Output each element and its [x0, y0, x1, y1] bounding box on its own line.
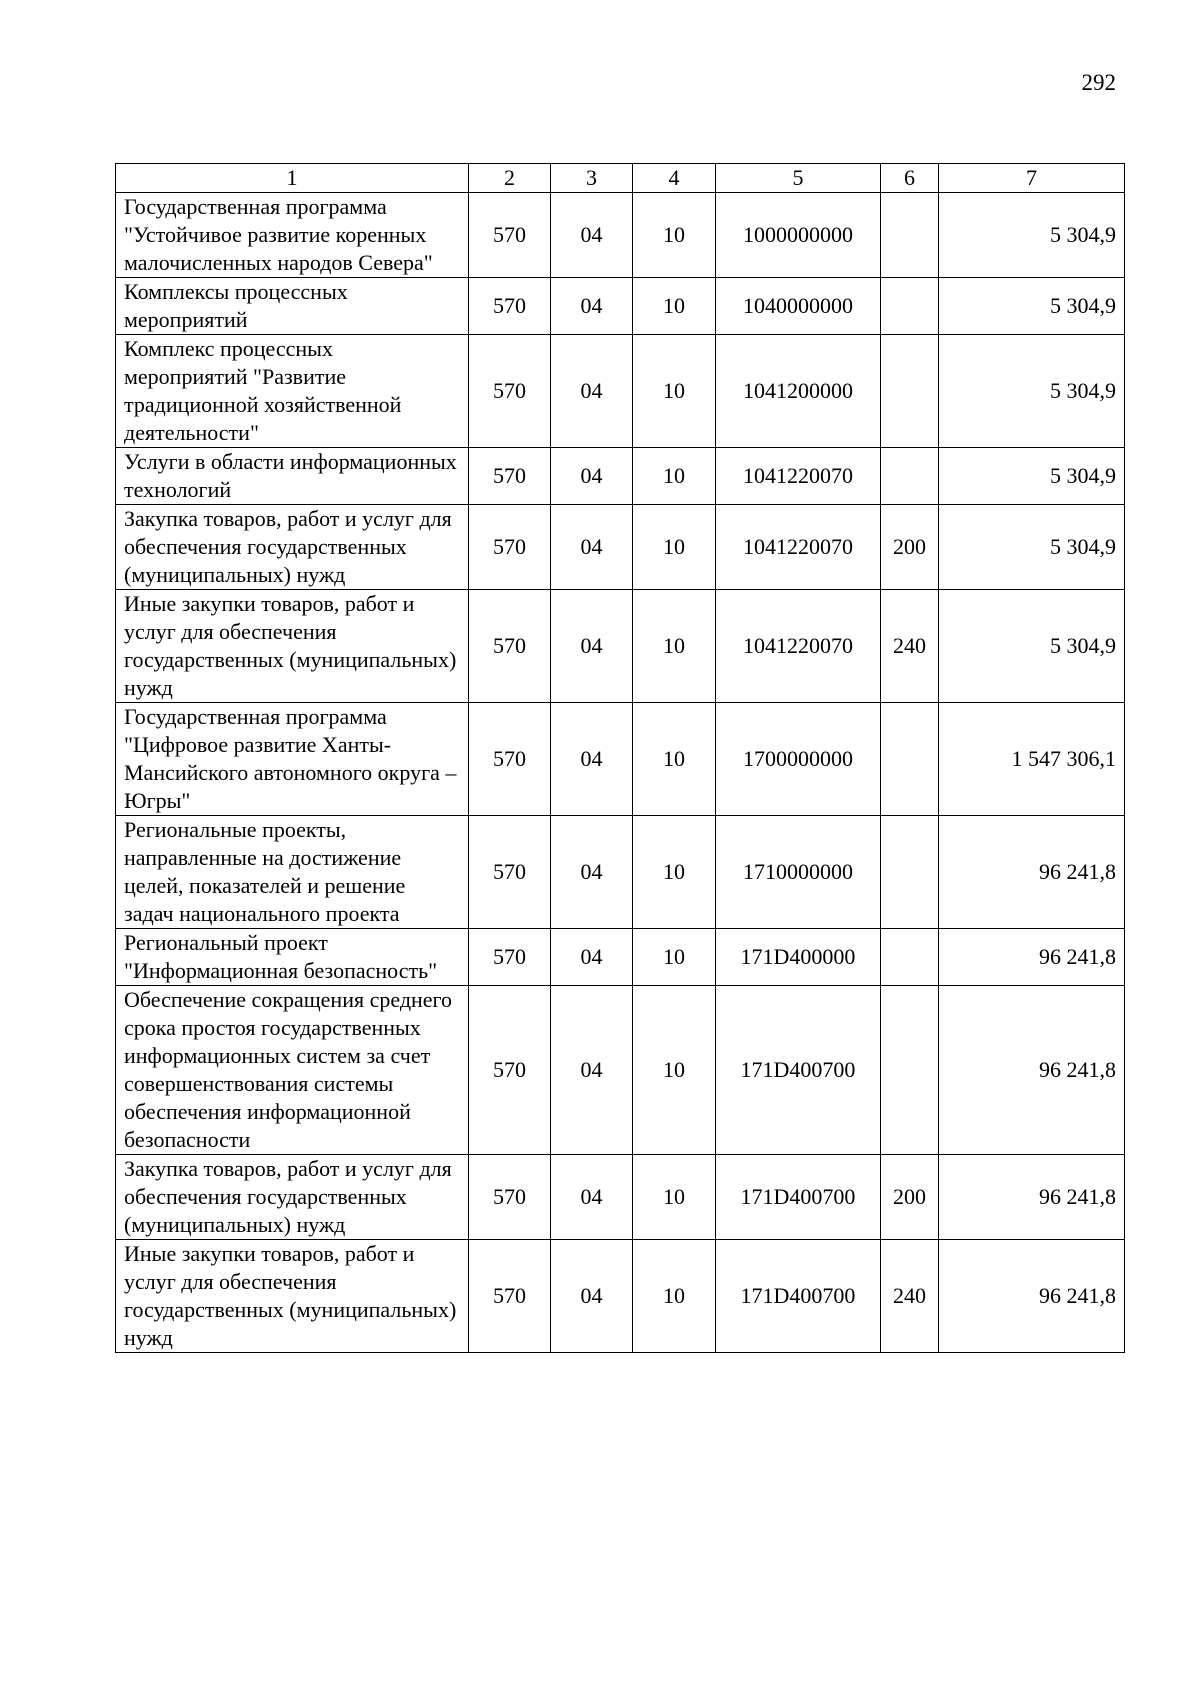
subsection-cell: 10 — [633, 448, 716, 505]
table-row — [116, 1155, 1125, 1240]
subsection-cell: 10 — [633, 986, 716, 1155]
column-header: 4 — [633, 164, 716, 193]
table-row — [116, 703, 1125, 816]
expense-type-cell — [881, 335, 939, 448]
table-row — [116, 1240, 1125, 1353]
description-cell: Государственная программа "Цифровое развитие Ханты-Мансийского автономного округа – Югры" — [116, 703, 469, 816]
description-cell: Закупка товаров, работ и услуг для обеспечения государственных (муниципальных) нужд — [116, 1155, 469, 1240]
expense-type-cell: 240 — [881, 1240, 939, 1353]
amount-cell: 5 304,9 — [939, 278, 1125, 335]
table-row — [116, 278, 1125, 335]
amount-cell: 5 304,9 — [939, 335, 1125, 448]
amount-cell: 1 547 306,1 — [939, 703, 1125, 816]
section-cell: 04 — [551, 929, 633, 986]
description-cell: Услуги в области информационных технологий — [116, 448, 469, 505]
target-article-cell: 171D400000 — [716, 929, 881, 986]
section-cell: 04 — [551, 986, 633, 1155]
target-article-cell: 1041220070 — [716, 448, 881, 505]
expense-type-cell — [881, 703, 939, 816]
section-cell: 04 — [551, 703, 633, 816]
table-row — [116, 929, 1125, 986]
description-cell: Государственная программа "Устойчивое развитие коренных малочисленных народов Севера" — [116, 193, 469, 278]
column-header: 5 — [716, 164, 881, 193]
subsection-cell: 10 — [633, 929, 716, 986]
expense-type-cell — [881, 448, 939, 505]
amount-cell: 5 304,9 — [939, 590, 1125, 703]
ministry-code-cell: 570 — [469, 448, 551, 505]
subsection-cell: 10 — [633, 703, 716, 816]
target-article-cell: 1710000000 — [716, 816, 881, 929]
target-article-cell: 1041200000 — [716, 335, 881, 448]
ministry-code-cell: 570 — [469, 505, 551, 590]
table-row — [116, 448, 1125, 505]
ministry-code-cell: 570 — [469, 278, 551, 335]
table-row — [116, 986, 1125, 1155]
table-row — [116, 335, 1125, 448]
target-article-cell: 1700000000 — [716, 703, 881, 816]
column-header: 2 — [469, 164, 551, 193]
description-cell: Иные закупки товаров, работ и услуг для обеспечения государственных (муниципальных) нужд — [116, 590, 469, 703]
ministry-code-cell: 570 — [469, 335, 551, 448]
header-row — [116, 164, 1125, 193]
subsection-cell: 10 — [633, 278, 716, 335]
expense-type-cell — [881, 986, 939, 1155]
ministry-code-cell: 570 — [469, 590, 551, 703]
subsection-cell: 10 — [633, 1240, 716, 1353]
subsection-cell: 10 — [633, 193, 716, 278]
budget-table — [115, 163, 1125, 1353]
subsection-cell: 10 — [633, 505, 716, 590]
expense-type-cell — [881, 929, 939, 986]
subsection-cell: 10 — [633, 590, 716, 703]
expense-type-cell: 240 — [881, 590, 939, 703]
target-article-cell: 171D400700 — [716, 986, 881, 1155]
table-row — [116, 505, 1125, 590]
target-article-cell: 171D400700 — [716, 1155, 881, 1240]
column-header: 6 — [881, 164, 939, 193]
ministry-code-cell: 570 — [469, 986, 551, 1155]
subsection-cell: 10 — [633, 816, 716, 929]
description-cell: Иные закупки товаров, работ и услуг для обеспечения государственных (муниципальных) нужд — [116, 1240, 469, 1353]
expense-type-cell: 200 — [881, 505, 939, 590]
ministry-code-cell: 570 — [469, 1240, 551, 1353]
description-cell: Региональные проекты, направленные на достижение целей, показателей и решение задач национального проекта — [116, 816, 469, 929]
section-cell: 04 — [551, 448, 633, 505]
description-cell: Закупка товаров, работ и услуг для обеспечения государственных (муниципальных) нужд — [116, 505, 469, 590]
amount-cell: 5 304,9 — [939, 505, 1125, 590]
table-row — [116, 816, 1125, 929]
amount-cell: 5 304,9 — [939, 193, 1125, 278]
target-article-cell: 1041220070 — [716, 505, 881, 590]
expense-type-cell — [881, 278, 939, 335]
target-article-cell: 171D400700 — [716, 1240, 881, 1353]
section-cell: 04 — [551, 1240, 633, 1353]
description-cell: Комплексы процессных мероприятий — [116, 278, 469, 335]
table-body — [116, 193, 1125, 1353]
amount-cell: 96 241,8 — [939, 929, 1125, 986]
amount-cell: 96 241,8 — [939, 1155, 1125, 1240]
section-cell: 04 — [551, 278, 633, 335]
column-header: 3 — [551, 164, 633, 193]
expense-type-cell: 200 — [881, 1155, 939, 1240]
amount-cell: 5 304,9 — [939, 448, 1125, 505]
section-cell: 04 — [551, 816, 633, 929]
target-article-cell: 1041220070 — [716, 590, 881, 703]
target-article-cell: 1040000000 — [716, 278, 881, 335]
expense-type-cell — [881, 193, 939, 278]
amount-cell: 96 241,8 — [939, 816, 1125, 929]
description-cell: Обеспечение сокращения среднего срока простоя государственных информационных систем за счет совершенствования системы обеспечения информационной безопасности — [116, 986, 469, 1155]
section-cell: 04 — [551, 505, 633, 590]
description-cell: Комплекс процессных мероприятий "Развитие традиционной хозяйственной деятельности" — [116, 335, 469, 448]
ministry-code-cell: 570 — [469, 1155, 551, 1240]
target-article-cell: 1000000000 — [716, 193, 881, 278]
page-number: 292 — [1081, 70, 1116, 95]
ministry-code-cell: 570 — [469, 703, 551, 816]
table-row — [116, 193, 1125, 278]
section-cell: 04 — [551, 1155, 633, 1240]
ministry-code-cell: 570 — [469, 193, 551, 278]
subsection-cell: 10 — [633, 1155, 716, 1240]
table-row — [116, 590, 1125, 703]
amount-cell: 96 241,8 — [939, 986, 1125, 1155]
section-cell: 04 — [551, 193, 633, 278]
amount-cell: 96 241,8 — [939, 1240, 1125, 1353]
expense-type-cell — [881, 816, 939, 929]
section-cell: 04 — [551, 335, 633, 448]
section-cell: 04 — [551, 590, 633, 703]
column-header: 1 — [116, 164, 469, 193]
subsection-cell: 10 — [633, 335, 716, 448]
ministry-code-cell: 570 — [469, 816, 551, 929]
ministry-code-cell: 570 — [469, 929, 551, 986]
column-header: 7 — [939, 164, 1125, 193]
description-cell: Региональный проект "Информационная безопасность" — [116, 929, 469, 986]
